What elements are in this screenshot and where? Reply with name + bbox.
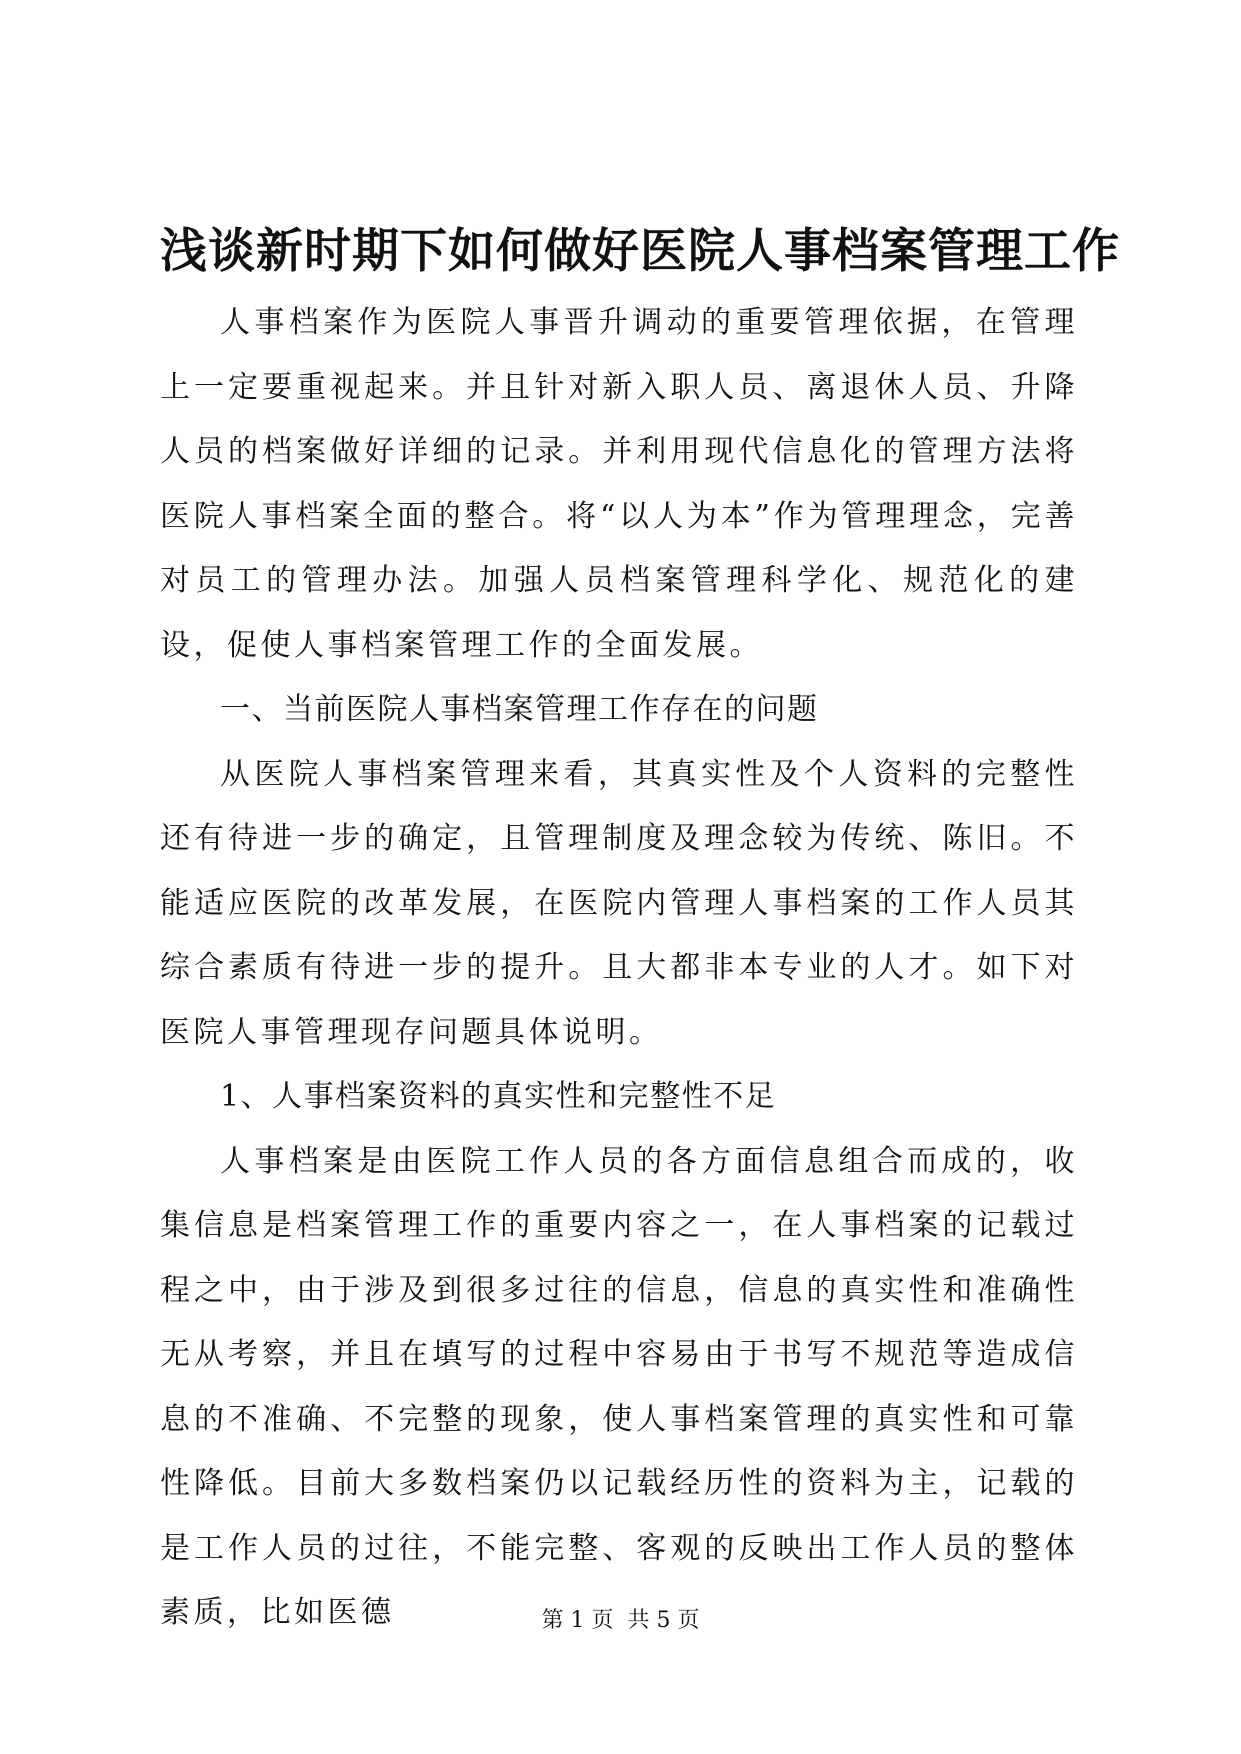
body-paragraph: 人事档案是由医院工作人员的各方面信息组合而成的，收集信息是档案管理工作的重要内容之一，在人事档案的记载过程之中，由于涉及到很多过往的信息，信息的真实性和准确性无从考察，并且在填写的过程中容易由于书写不规范等造成信息的不准确、不完整的现象，使人事档案管理的真实性和可靠性降低。目前大多数档案仍以记载经历性的资料为主，记载的是工作人员的过往，不能完整、客观的反映出工作人员的整体素质，比如医德 [160, 1143, 1078, 1630]
page-footer: 第 1 页 共 5 页 [541, 1608, 700, 1633]
document-title: 浅谈新时期下如何做好医院人事档案管理工作 [160, 224, 1120, 279]
body-paragraph: 人事档案作为医院人事晋升调动的重要管理依据，在管理上一定要重视起来。并且针对新入职人员、离退休人员、升降人员的档案做好详细的记录。并利用现代信息化的管理方法将医院人事档案全面的整合。将“以人为本”作为管理理念，完善对员工的管理办法。加强人员档案管理科学化、规范化的建设，促使人事档案管理工作的全面发展。 [160, 305, 1078, 663]
body-paragraph: 从医院人事档案管理来看，其真实性及个人资料的完整性还有待进一步的确定，且管理制度及理念较为传统、陈旧。不能适应医院的改革发展，在医院内管理人事档案的工作人员其综合素质有待进一步的提升。且大都非本专业的人才。如下对医院人事管理现存问题具体说明。 [160, 756, 1078, 1050]
section-heading: 一、当前医院人事档案管理工作存在的问题 [220, 692, 819, 727]
subsection-heading: 1、人事档案资料的真实性和完整性不足 [220, 1079, 777, 1114]
document-body [160, 291, 1078, 1646]
